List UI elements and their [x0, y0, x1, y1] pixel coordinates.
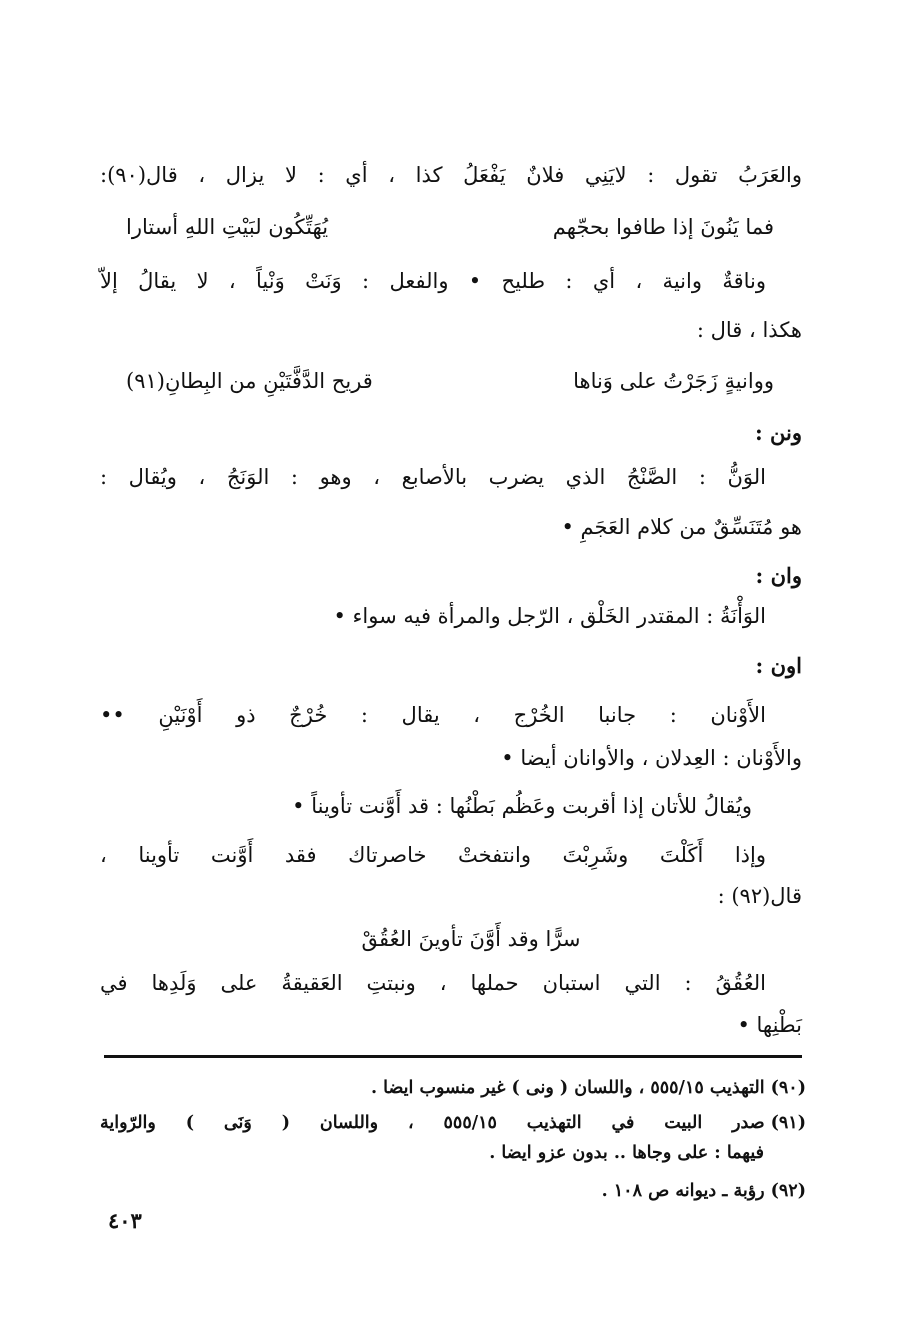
verse-second-hemistich: قريح الدَّفَّتَيْنِ من البِطانِ(٩١)	[126, 369, 373, 393]
text-line: الوَأْنَةُ : المقتدر الخَلْق ، الرّجل والمرأة فيه سواء •	[333, 604, 766, 628]
footnote	[100, 1075, 806, 1101]
entry-heading: وان :	[755, 563, 802, 588]
text-line: بَطْنِها •	[737, 1013, 802, 1037]
footnote	[100, 1110, 806, 1136]
text-line: الأَوْنان : جانبا الخُرْج ، يقال : خُرْجٌ ذو أَوْنَيْنِ ••	[100, 703, 766, 727]
footnote-number: (٩٢)	[770, 1181, 806, 1201]
text-line: وإذا أَكَلْتَ وشَرِبْتَ وانتفختْ خاصرتاك فقد أَوَّنت تأوينا ،	[100, 843, 766, 867]
text-line: والأَوْنان : العِدلان ، والأوانان أيضا •	[501, 746, 802, 770]
text-line: هكذا ، قال :	[696, 318, 802, 342]
page-number: ٤٠٣	[108, 1208, 142, 1233]
entry-heading: ونن :	[754, 420, 802, 445]
footnote	[100, 1178, 806, 1204]
poetry-verse	[100, 212, 802, 242]
text-line: ويُقالُ للأتان إذا أقربت وعَظُم بَطْنُها : قد أَوَّنت تأويناً •	[292, 794, 752, 818]
verse-first-hemistich: فما يَنُونَ إذا طافوا بحجّهم	[552, 215, 774, 239]
text-line: وناقةٌ وانية ، أي : طليح • والفعل : وَنَتْ وَنْياً ، لا يقالُ إلاّ	[100, 269, 766, 293]
footnote-divider	[104, 1055, 802, 1058]
text-line: والعَرَبُ تقول : لايَنِي فلانٌ يَفْعَلُ كذا ، أي : لا يزال ، قال(٩٠):	[100, 163, 802, 187]
footnote-text: رؤبة ـ ديوانه ص ١٠٨ .	[601, 1181, 765, 1201]
footnote-number: (٩٠)	[770, 1078, 806, 1098]
text-line: قال(٩٢) :	[717, 884, 802, 908]
text-line: هو مُتَنَسِّقٌ من كلام العَجَمِ •	[561, 515, 802, 539]
poetry-verse	[100, 366, 802, 396]
verse-first-hemistich: ووانيةٍ زَجَرْتُ على وَناها	[573, 369, 774, 393]
verse-second-hemistich: يُهَتِّكُون لبَيْتِ اللهِ أستارا	[126, 215, 329, 239]
footnote-continuation: فيهما : على وجاها .. بدون عزو ايضا .	[489, 1143, 764, 1163]
footnote-text: صدر البيت في التهذيب ٥٥٥/١٥ ، واللسان ( وَنَى ) والرّواية	[100, 1113, 765, 1133]
poetry-verse: سرًّا وقد أَوَّنَ تأوينَ العُقُقْ	[361, 927, 581, 951]
text-line: الوَنُّ : الصَّنْجُ الذي يضرب بالأصابع ، وهو : الوَنَجُ ، ويُقال :	[100, 465, 766, 489]
footnote-text: التهذيب ٥٥٥/١٥ ، واللسان ( ونى ) غير منسوب ايضا .	[370, 1078, 765, 1098]
entry-heading: اون :	[755, 653, 802, 678]
text-line: العُقُقُ : التي استبان حملها ، ونبتتِ العَقيقةُ على وَلَدِها في	[100, 971, 766, 995]
footnote-number: (٩١)	[770, 1113, 806, 1133]
